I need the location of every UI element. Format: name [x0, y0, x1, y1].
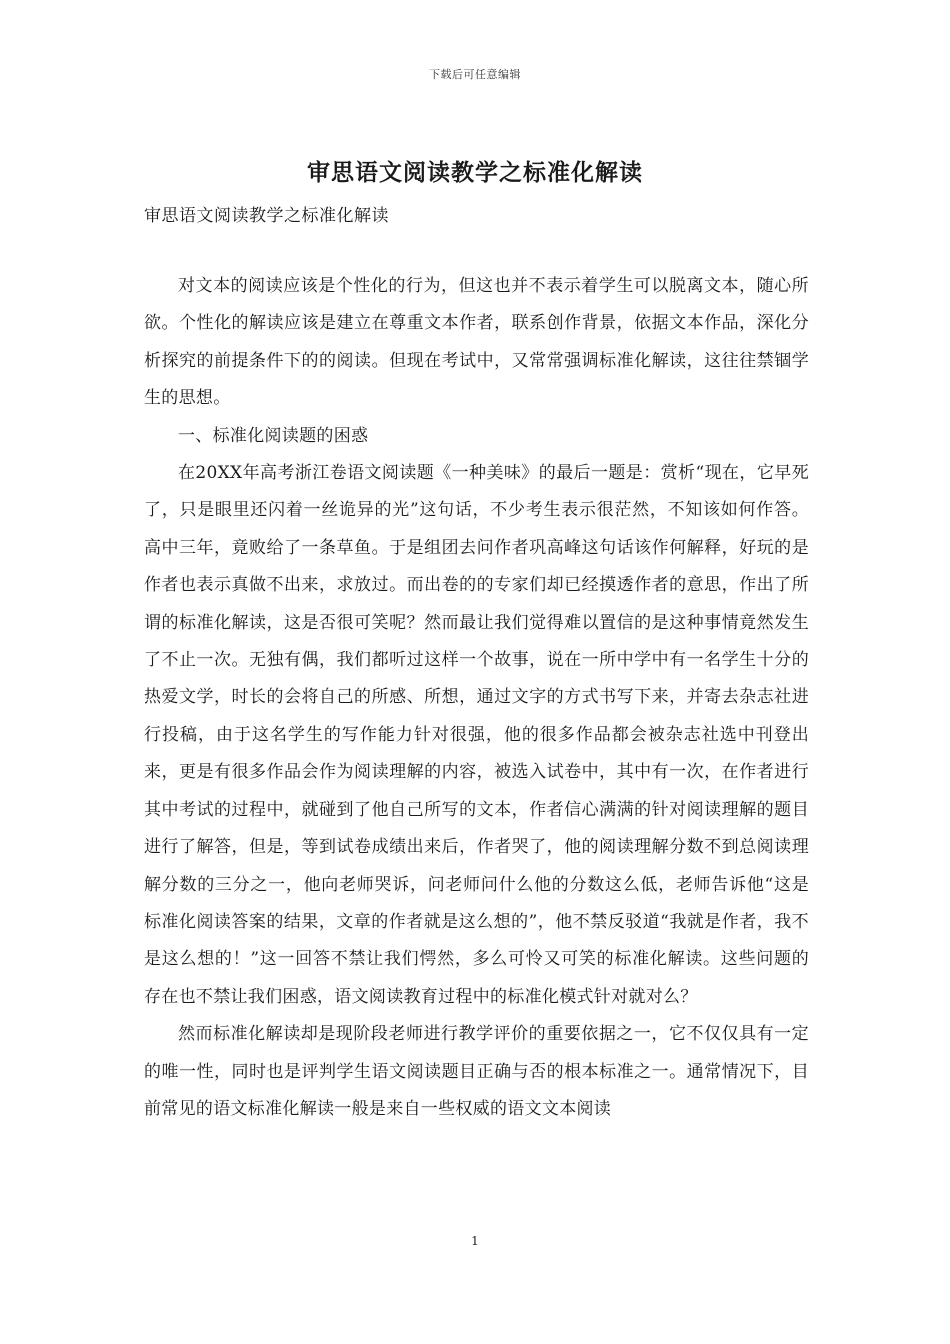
paragraph-standard: 然而标准化解读却是现阶段老师进行教学评价的重要依据之一，它不仅仅具有一定的唯一性，同时也是评判学生语文阅读题目正确与否的根本标准之一。通常情况下，目前常见的语文标准化解读一般是来自一些权威的语文文本阅读	[144, 1024, 809, 1119]
header-note: 下载后可任意编辑	[429, 68, 521, 81]
document-title: 审思语文阅读教学之标准化解读	[307, 159, 643, 186]
section-heading: 一、标准化阅读题的困惑	[178, 425, 369, 446]
paragraph-intro: 对文本的阅读应该是个性化的行为，但这也并不表示着学生可以脱离文本，随心所欲。个性化的解读应该是建立在尊重文本作者，联系创作背景，依据文本作品，深化分析探究的前提条件下的的阅读。但现在考试中，又常常强调标准化解读，这往往禁锢学生的思想。	[144, 276, 809, 409]
page-number: 1	[471, 1234, 479, 1248]
document-subtitle: 审思语文阅读教学之标准化解读	[144, 206, 389, 226]
paragraph-example: 在20XX年高考浙江卷语文阅读题《一种美味》的最后一题是：赏析“现在，它早死了，只是眼里还闪着一丝诡异的光”这句话，不少考生表示很茫然，不知该如何作答。高中三年，竟败给了一条草鱼。于是组团去问作者巩高峰这句话该作何解释，好玩的是作者也表示真做不出来，求放过。而出卷的的专家们却已经摸透作者的意思，作出了所谓的标准化解读，这是否很可笑呢？然而最让我们觉得难以置信的是这种事情竟然发生了不止一次。无独有偶，我们都听过这样一个故事，说在一所中学中有一名学生十分的热爱文学，时长的会将自己的所感、所想，通过文字的方式书写下来，并寄去杂志社进行投稿，由于这名学生的写作能力针对很强，他的很多作品都会被杂志社选中刊登出来，更是有很多作品会作为阅读理解的内容，被选入试卷中，其中有一次，在作者进行其中考试的过程中，就碰到了他自己所写的文本，作者信心满满的针对阅读理解的题目进行了解答，但是，等到试卷成绩出来后，作者哭了，他的阅读理解分数不到总阅读理解分数的三分之一，他向老师哭诉，问老师问什么他的分数这么低，老师告诉他“这是标准化阅读答案的结果，文章的作者就是这么想的”，他不禁反驳道“我就是作者，我不是这么想的！”这一回答不禁让我们愕然，多么可怜又可笑的标准化解读。这些问题的存在也不禁让我们困惑，语文阅读教育过程中的标准化模式针对就对么？	[144, 463, 809, 1007]
document-body	[144, 268, 809, 1128]
